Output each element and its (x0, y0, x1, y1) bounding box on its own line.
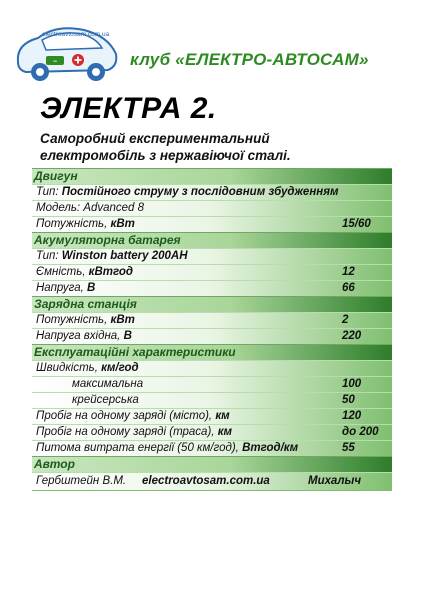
club-name: клуб «ЕЛЕКТРО-АВТОСАМ» (130, 50, 369, 69)
range-highway-unit: км (217, 426, 233, 438)
speed-max-value: 100 (342, 378, 362, 390)
range-highway-label: Пробіг на одному заряді (траса), (36, 426, 218, 438)
section-header-author: Автор (32, 456, 392, 472)
page-subtitle (40, 130, 291, 164)
charger-voltage-unit: В (123, 330, 132, 342)
subtitle-line-1: Саморобний експериментальний (40, 131, 270, 146)
section-header-battery: Акумуляторна батарея (32, 232, 392, 248)
battery-voltage-label: Напруга, (36, 282, 87, 294)
battery-type-label: Тип: (36, 250, 59, 262)
section-header-engine: Двигун (32, 168, 392, 184)
engine-model-value: Advanced 8 (83, 202, 145, 214)
engine-power-unit: кВт (110, 218, 135, 230)
speed-cruise-label: крейсерська (72, 394, 139, 406)
logo-url-text: electroavtosam.com.ua (42, 31, 110, 38)
speed-label: Швидкість, (36, 362, 102, 374)
logo-url-arc (12, 18, 122, 42)
battery-voltage-unit: В (87, 282, 96, 294)
club-logo (12, 18, 122, 86)
charger-voltage-value: 220 (342, 330, 362, 342)
speed-cruise-value: 50 (342, 394, 355, 406)
charger-power-value: 2 (342, 314, 349, 326)
section-header-performance: Експлуатаційні характеристики (32, 344, 392, 360)
author-name: Гербштейн В.М. (36, 475, 127, 487)
author-nick: Михалыч (308, 475, 362, 487)
spec-row-charger-voltage (32, 328, 392, 344)
charger-voltage-label: Напруга вхідна, (36, 330, 124, 342)
spec-row-battery-type (32, 248, 392, 264)
consumption-value: 55 (342, 442, 355, 454)
battery-voltage-value: 66 (342, 282, 355, 294)
spec-row-engine-model (32, 200, 392, 216)
range-highway-value: до 200 (342, 426, 379, 438)
spec-table (32, 168, 392, 491)
spec-row-consumption (32, 440, 392, 456)
battery-capacity-label: Ємність, (36, 266, 89, 278)
spec-row-speed (32, 360, 392, 376)
spec-row-author (32, 472, 392, 491)
page-title: ЭЛЕКТРА 2. (40, 92, 217, 125)
speed-max-label: максимальна (72, 378, 144, 390)
battery-type-value: Winston battery 200AH (61, 250, 188, 262)
spec-row-engine-power (32, 216, 392, 232)
engine-model-label: Модель: (36, 202, 81, 214)
author-site: electroavtosam.com.ua (142, 475, 270, 487)
spec-row-engine-type (32, 184, 392, 200)
charger-power-unit: кВт (110, 314, 135, 326)
consumption-unit: Втгод/км (242, 442, 299, 454)
spec-row-battery-capacity (32, 264, 392, 280)
battery-capacity-unit: кВтгод (88, 266, 134, 278)
subtitle-line-2: електромобіль з нержавіючої сталі. (40, 148, 291, 163)
charger-power-label: Потужність, (36, 314, 111, 326)
engine-power-label: Потужність, (36, 218, 111, 230)
spec-row-battery-voltage (32, 280, 392, 296)
spec-row-range-highway (32, 424, 392, 440)
svg-text:−: − (52, 58, 58, 66)
range-city-value: 120 (342, 410, 362, 422)
spec-row-speed-max (32, 376, 392, 392)
engine-power-value: 15/60 (342, 218, 371, 230)
consumption-label: Питома витрата енергії (50 км/год), (36, 442, 243, 454)
spec-row-charger-power (32, 312, 392, 328)
battery-capacity-value: 12 (342, 266, 355, 278)
engine-type-value: Постійного струму з послідовним збудженням (61, 186, 339, 198)
speed-unit: км/год (101, 362, 139, 374)
range-city-unit: км (215, 410, 230, 422)
range-city-label: Пробіг на одному заряді (місто), (36, 410, 216, 422)
spec-row-speed-cruise (32, 392, 392, 408)
section-header-charger: Зарядна станція (32, 296, 392, 312)
spec-row-range-city (32, 408, 392, 424)
engine-type-label: Тип: (36, 186, 59, 198)
